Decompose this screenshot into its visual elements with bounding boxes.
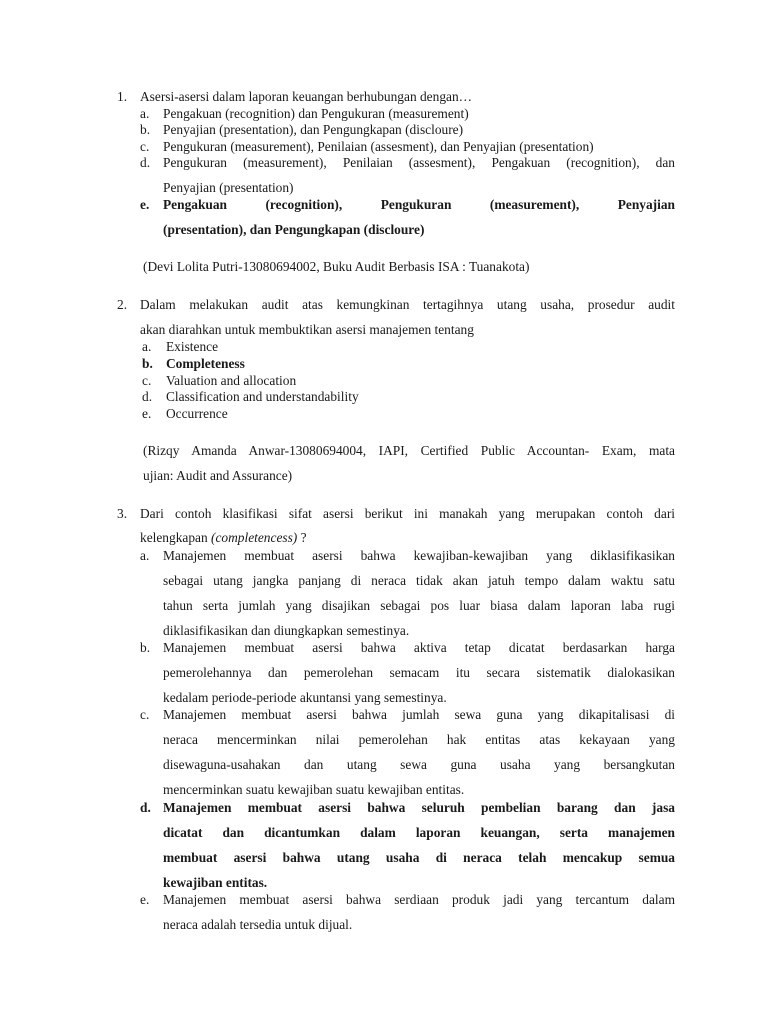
option-letter: e.: [140, 197, 150, 212]
question-text: [140, 530, 307, 546]
option-letter: c.: [140, 139, 150, 154]
option-text: Classification and understandability: [166, 389, 359, 404]
option-letter: b.: [140, 122, 151, 137]
source-citation: (Rizqy Amanda Anwar-13080694004, IAPI, Certified Public Accountan- Exam, mata: [143, 443, 675, 458]
source-citation: (Devi Lolita Putri-13080694002, Buku Audit Berbasis ISA : Tuanakota): [143, 259, 530, 274]
option-text-answer: Completeness: [166, 356, 245, 371]
question-number: 3.: [117, 506, 128, 521]
option-text-answer: (presentation), dan Pengungkapan (discloure): [163, 222, 425, 237]
option-text: disewaguna-usahakan dan utang sewa guna usaha yang bersangkutan: [163, 757, 675, 772]
option-text-answer: Pengakuan (recognition), Pengukuran (measurement), Penyajian: [163, 197, 675, 212]
option-letter: c.: [140, 707, 150, 722]
option-text: Manajemen membuat asersi bahwa jumlah sewa guna yang dikapitalisasi di: [163, 707, 675, 722]
option-letter: b.: [142, 356, 153, 371]
option-text: Pengakuan (recognition) dan Pengukuran (measurement): [163, 106, 469, 121]
question-text: Asersi-asersi dalam laporan keuangan berhubungan dengan…: [140, 89, 473, 104]
option-text: Pengukuran (measurement), Penilaian (assesment), Pengakuan (recognition), dan: [163, 155, 675, 170]
option-letter: e.: [142, 406, 152, 421]
option-text: Occurrence: [166, 406, 228, 421]
question-text-part: ?: [297, 530, 307, 545]
option-text: Manajemen membuat asersi bahwa kewajiban-kewajiban yang diklasifikasikan: [163, 548, 675, 563]
question-number: 2.: [117, 297, 128, 312]
option-text: Penyajian (presentation), dan Pengungkapan (discloure): [163, 122, 464, 137]
option-letter: a.: [142, 339, 152, 354]
option-text: neraca mencerminkan nilai pemerolehan hak entitas atas kekayaan yang: [163, 732, 675, 747]
option-text: mencerminkan suatu kewajiban suatu kewajiban entitas.: [163, 782, 465, 797]
option-letter: d.: [140, 155, 151, 170]
option-letter: e.: [140, 892, 150, 907]
option-letter: a.: [140, 548, 150, 563]
option-text: sebagai utang jangka panjang di neraca tidak akan jatuh tempo dalam waktu satu: [163, 573, 675, 588]
question-text: akan diarahkan untuk membuktikan asersi manajemen tentang: [140, 322, 474, 337]
option-text: Valuation and allocation: [166, 373, 297, 388]
option-letter: a.: [140, 106, 150, 121]
option-text: kedalam periode-periode akuntansi yang semestinya.: [163, 690, 447, 705]
option-text-answer: kewajiban entitas.: [163, 875, 268, 890]
option-text: Manajemen membuat asersi bahwa serdiaan produk jadi yang tercantum dalam: [163, 892, 675, 907]
option-text: Penyajian (presentation): [163, 180, 294, 195]
option-text: neraca adalah tersedia untuk dijual.: [163, 917, 353, 932]
option-text-answer: dicatat dan dicantumkan dalam laporan keuangan, serta manajemen: [163, 825, 675, 840]
source-citation: ujian: Audit and Assurance): [143, 468, 293, 483]
option-text: Pengukuran (measurement), Penilaian (assesment), dan Penyajian (presentation): [163, 139, 594, 154]
option-text-answer: Manajemen membuat asersi bahwa seluruh pembelian barang dan jasa: [163, 800, 675, 815]
option-text: tahun serta jumlah yang disajikan sebagai pos luar biasa dalam laporan laba rugi: [163, 598, 675, 613]
question-text-italic: (completencess): [211, 530, 298, 545]
option-letter: b.: [140, 640, 151, 655]
option-text: pemerolehannya dan pemerolehan semacam itu secara sistematik dialokasikan: [163, 665, 675, 680]
question-number: 1.: [117, 89, 128, 104]
option-letter: c.: [142, 373, 152, 388]
option-text: Existence: [166, 339, 219, 354]
question-text-part: kelengkapan: [140, 530, 212, 545]
option-letter: d.: [142, 389, 153, 404]
question-text: Dalam melakukan audit atas kemungkinan tertagihnya utang usaha, prosedur audit: [140, 297, 675, 312]
question-text: Dari contoh klasifikasi sifat asersi berikut ini manakah yang merupakan contoh dari: [140, 506, 675, 521]
option-text: diklasifikasikan dan diungkapkan semestinya.: [163, 623, 410, 638]
option-letter: d.: [140, 800, 151, 815]
option-text-answer: membuat asersi bahwa utang usaha di neraca telah mencakup semua: [163, 850, 675, 865]
option-text: Manajemen membuat asersi bahwa aktiva tetap dicatat berdasarkan harga: [163, 640, 675, 655]
